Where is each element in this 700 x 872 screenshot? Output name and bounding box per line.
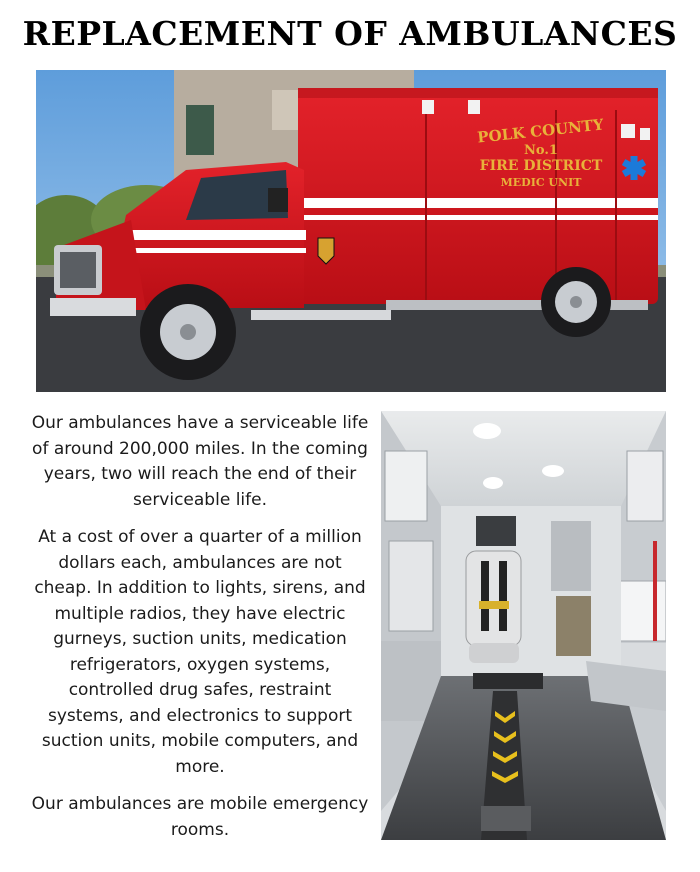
- ambulance-photo: [36, 70, 666, 392]
- paragraph-lifespan: Our ambulances have a serviceable life of around 200,000 miles. In the coming years, two will reach the end of their serviceable life.: [31, 413, 369, 510]
- livery-line3: FIRE DISTRICT: [479, 158, 603, 174]
- paragraph-cost: At a cost of over a quarter of a million dollars each, ambulances are not cheap. In addition to lights, sirens, and multiple radios, they have electric gurneys, suction units, medication refrigerators, oxygen systems, controlled drug safes, restraint systems, and electronics to support suction units, mobile computers, and more.: [34, 527, 366, 777]
- page-title: REPLACEMENT OF AMBULANCES: [22, 14, 678, 53]
- paragraph-mobile-er: Our ambulances are mobile emergency rooms.: [31, 794, 369, 840]
- livery-line4: MEDIC UNIT: [500, 176, 582, 189]
- body-text: [30, 411, 370, 855]
- interior-photo: [381, 411, 666, 840]
- livery-line1: POLK COUNTY: [476, 115, 605, 147]
- livery-line2: No.1: [524, 143, 558, 158]
